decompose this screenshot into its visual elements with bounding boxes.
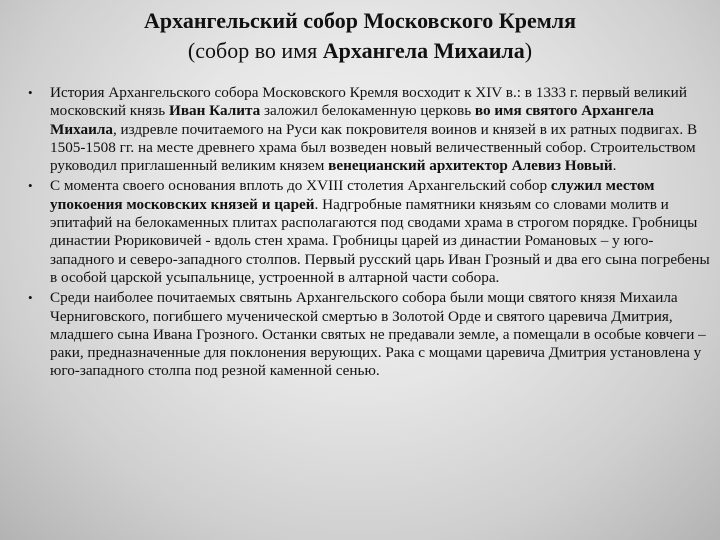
paragraph-bold-text: венецианский архитектор Алевиз Новый: [328, 157, 613, 175]
paragraph-text: С момента своего основания вплоть до XVIII столетия Архангельский собор: [50, 177, 551, 195]
paragraph-text: Среди наиболее почитаемых святынь Архангельского собора были мощи святого князя Михаила Черниговского, погибшего мученической смертью в Золотой Орде и святого царевича Дмитрия, младшего сына Ивана Грозного. Останки святых не предавали земле, а помещали в особые ковчеги – раки, предназначенные для поклонения верующих. Рака с мощами царевича Дмитрия установлена у юго-западного столпа под резной каменной сенью.: [50, 289, 706, 380]
paragraph-text: заложил белокаменную церковь: [260, 102, 475, 120]
bullet-paragraph: [26, 177, 710, 287]
bullet-paragraph: [26, 84, 710, 175]
paragraph-bold-text: во имя святого Архангела Михаила: [50, 102, 654, 138]
bullet-marker: •: [28, 85, 33, 100]
title-line-2-bold: Архангела Михаила: [322, 38, 525, 63]
bullet-paragraph: [26, 289, 710, 380]
slide-title: [0, 6, 720, 66]
title-line-2-prefix: (собор во имя: [187, 38, 323, 63]
title-line-1: Архангельский собор Московского Кремля: [144, 8, 576, 33]
title-line-2: [0, 36, 720, 66]
paragraph-text: . Надгробные памятники князьям со словами молитв и эпитафий на белокаменных плитах располагаются под сводами храма в строгом порядке. Гробницы династии Рюриковичей - вдоль стен храма. Гробницы царей из династии Романовых – у юго-западного и северо-западного столпов. Первый русский царь Иван Грозный и два его сына погребены в особой царской усыпальнице, устроенной в алтарной части собора.: [50, 195, 710, 286]
paragraph-text: История Архангельского собора Московского Кремля восходит к XIV в.: в 1333 г. первый великий московский князь: [50, 84, 687, 120]
title-line-2-suffix: ): [524, 38, 533, 63]
paragraph-text: , издревле почитаемого на Руси как покровителя воинов и князей в их ратных подвигах. В 1505-1508 гг. на месте древнего храма был возведен новый величественный собор. Строительством руководил приглашенный великим князем: [50, 120, 698, 175]
paragraph-text: .: [612, 157, 617, 175]
paragraph-bold-text: служил местом упокоения московских князей и царей: [50, 177, 655, 213]
bullet-marker: •: [28, 178, 33, 194]
bullet-list: [26, 84, 710, 383]
paragraph-bold-text: Иван Калита: [169, 102, 261, 120]
bullet-marker: •: [28, 290, 33, 306]
